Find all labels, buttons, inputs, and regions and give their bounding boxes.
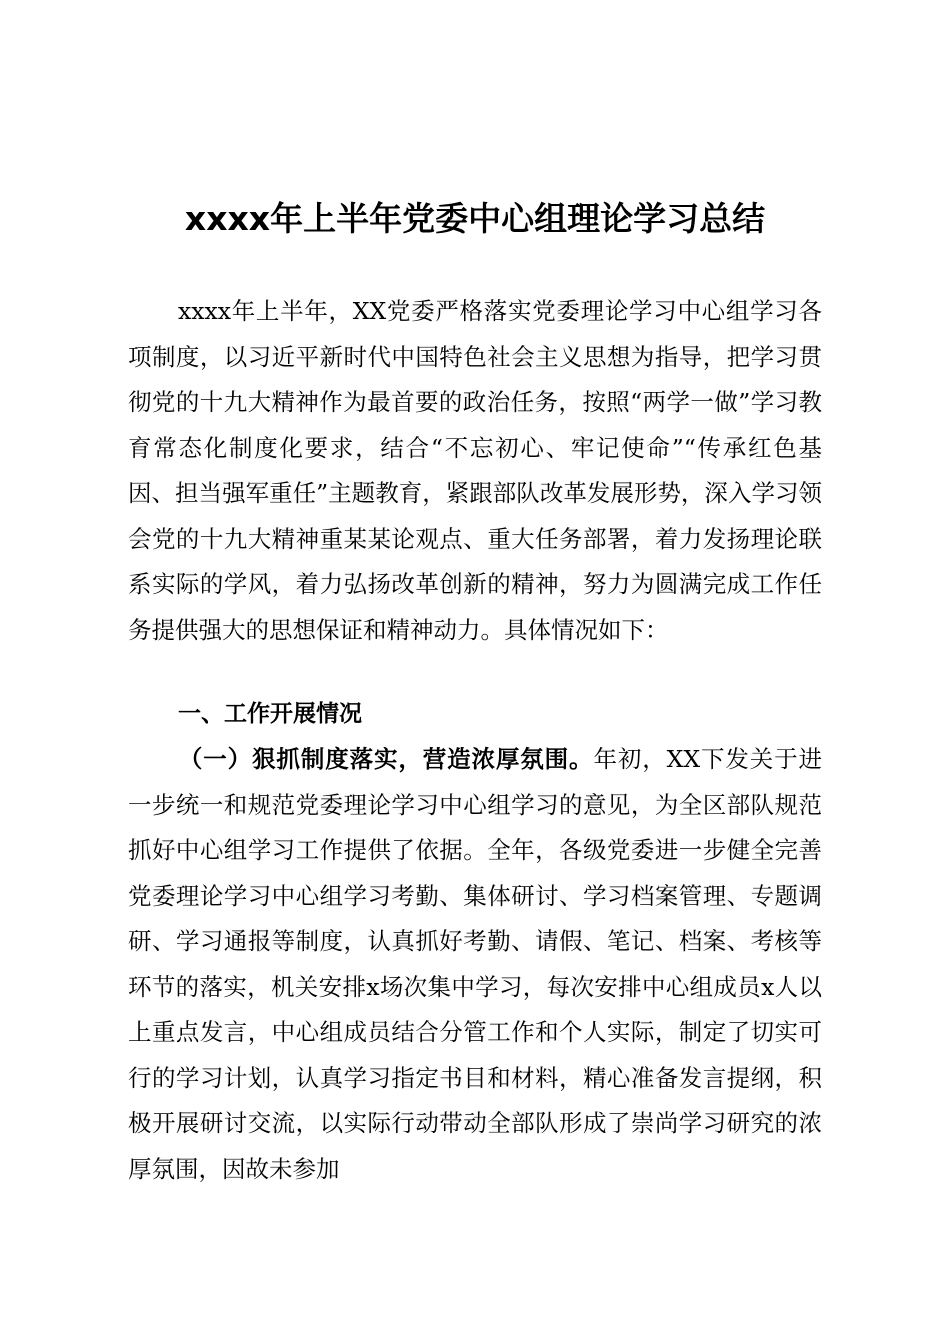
subsection-paragraph [128, 737, 822, 1192]
intro-paragraph-text: xxxx年上半年，XX党委严格落实党委理论学习中心组学习各项制度，以习近平新时代中国特色社会主义思想为指导，把学习贯彻党的十九大精神作为最首要的政治任务，按照“两学一做”学习教育常态化制度化要求，结合“不忘初心、牢记使命”“传承红色基因、担当强军重任”主题教育，紧跟部队改革发展形势，深入学习领会党的十九大精神重某某论观点、重大任务部署，着力发扬理论联系实际的学风，着力弘扬改革创新的精神，努力为圆满完成工作任务提供强大的思想保证和精神动力。具体情况如下： [128, 297, 822, 644]
subsection-heading: （一）狠抓制度落实，营造浓厚氛围。 [178, 745, 594, 773]
document-title: xxxx年上半年党委中心组理论学习总结 [184, 199, 766, 238]
subsection-paragraph-text: 年初，XX下发关于进一步统一和规范党委理论学习中心组学习的意见，为全区部队规范抓好中心组学习工作提供了依据。全年，各级党委进一步健全完善党委理论学习中心组学习考勤、集体研讨、学习档案管理、专题调研、学习通报等制度，认真抓好考勤、请假、笔记、档案、考核等环节的落实，机关安排x场次集中学习，每次安排中心组成员x人以上重点发言，中心组成员结合分管工作和个人实际，制定了切实可行的学习计划，认真学习指定书目和材料，精心准备发言提纲，积极开展研讨交流，以实际行动带动全部队形成了崇尚学习研究的浓厚氛围，因故未参加 [128, 745, 822, 1183]
section-heading-work-progress: 一、工作开展情况 [178, 701, 362, 727]
intro-paragraph [128, 289, 822, 653]
